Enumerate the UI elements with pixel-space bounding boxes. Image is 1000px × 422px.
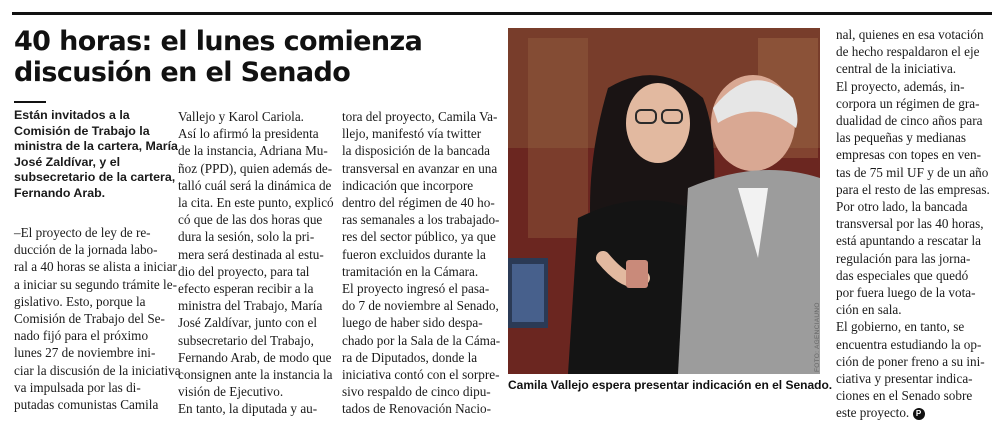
body-line: dio del proyecto, para tal <box>178 263 310 279</box>
body-line: Así lo afirmó la presidenta <box>178 126 319 142</box>
headline-line: 40 horas: el lunes comienza <box>14 26 423 57</box>
body-line: tora del proyecto, Camila Va- <box>342 109 498 124</box>
headline-line: discusión en el Senado <box>14 57 351 88</box>
body-line: ministra del Trabajo, María <box>178 298 323 314</box>
body-column-1 <box>14 224 181 413</box>
body-line: Fernando Arab, de modo que <box>178 349 332 365</box>
body-line-last <box>836 404 988 421</box>
body-line: có que de las dos horas que <box>178 212 323 228</box>
body-line: das especiales que quedó <box>836 267 969 283</box>
body-line: chado por la Sala de la Cáma- <box>342 332 501 348</box>
body-line: para el resto de las empresas. <box>836 181 990 197</box>
body-line: ral a 40 horas se alista a iniciar <box>14 259 177 275</box>
end-mark-icon: P <box>913 408 925 420</box>
body-line: corpora un régimen de gra- <box>836 95 980 111</box>
body-line: central de la iniciativa. <box>836 61 957 77</box>
body-line: visión de Ejecutivo. <box>178 384 284 400</box>
body-line: El proyecto ingresó el pasa- <box>342 281 490 297</box>
body-line: de hecho respaldaron el eje <box>836 44 980 60</box>
body-line: ducción de la jornada labo- <box>14 242 158 258</box>
body-line: ñoz (PPD), quien además de- <box>178 160 333 176</box>
body-line: ras semanales a los trabajado- <box>342 212 500 228</box>
body-line: la disposición de la bancada <box>342 143 490 159</box>
body-line: tas de 75 mil UF y de un año <box>836 164 989 180</box>
body-line: de la instancia, Adriana Mu- <box>178 143 328 159</box>
body-line: nado fijó para el próximo <box>14 328 149 344</box>
body-column-3 <box>342 108 501 418</box>
lead-rule <box>14 101 46 103</box>
body-line: res del sector público, ya que <box>342 229 496 245</box>
body-line: está apuntando a rescatar la <box>836 233 981 249</box>
body-line: luego de haber sido despa- <box>342 315 483 331</box>
body-line: empresas con topes en ven- <box>836 147 982 163</box>
body-line: consignen ante la instancia la <box>178 367 333 383</box>
body-line: dentro del régimen de 40 ho- <box>342 195 495 211</box>
body-line: llejo, manifestó vía twitter <box>342 126 482 142</box>
body-line: regulación para las jorna- <box>836 250 971 266</box>
body-line: gislativo. Esto, porque la <box>14 293 146 309</box>
top-rule <box>12 12 992 15</box>
body-line: tados de Renovación Nacio- <box>342 401 492 417</box>
body-line: ciativa y presentar indica- <box>836 371 973 387</box>
body-line: las pequeñas y medianas <box>836 130 967 146</box>
body-line: transversal por las 40 horas, <box>836 216 984 232</box>
body-line: tramitación en la Cámara. <box>342 263 479 279</box>
body-line: transversal en avanzar en una <box>342 160 498 176</box>
body-line: fueron excluidos durante la <box>342 246 486 262</box>
body-line: subsecretario del Trabajo, <box>178 332 314 348</box>
photo-caption: Camila Vallejo espera presentar indicación en el Senado. <box>508 378 833 392</box>
body-line: En tanto, la diputada y au- <box>178 401 318 417</box>
body-line: mera será destinada al estu- <box>178 246 324 262</box>
body-line: –El proyecto de ley de re- <box>14 225 151 240</box>
body-line: encuentra estudiando la op- <box>836 336 982 352</box>
body-line: Vallejo y Karol Cariola. <box>178 109 304 124</box>
body-line: sivo respaldo de cinco dipu- <box>342 384 491 400</box>
body-line: Comisión de Trabajo del Se- <box>14 311 165 327</box>
lead-line: Comisión de Trabajo la <box>14 123 150 138</box>
body-line: iniciativa contó con el sorpre- <box>342 367 500 383</box>
photo-illustration <box>508 28 820 374</box>
body-line: nal, quienes en esa votación <box>836 27 984 42</box>
body-line: Por otro lado, la bancada <box>836 199 968 215</box>
body-line: ciar la discusión de la iniciativa <box>14 362 181 378</box>
body-line: efecto esperan recibir a la <box>178 281 314 297</box>
article-photo <box>508 28 820 374</box>
body-line: ción en sala. <box>836 302 902 318</box>
body-line: talló cuál será la dinámica de <box>178 177 332 193</box>
body-line: indicación que incorpore <box>342 177 474 193</box>
lead-line: subsecretario de la cartera, <box>14 170 176 185</box>
body-line: va impulsada por las di- <box>14 379 141 395</box>
lead-line: José Zaldívar, y el <box>14 154 121 169</box>
body-line: ciones en el Senado sobre <box>836 388 973 404</box>
body-line: El gobierno, en tanto, se <box>836 319 965 335</box>
body-line: El proyecto, además, in- <box>836 78 965 94</box>
body-line: por fuera luego de la vota- <box>836 285 976 301</box>
lead-line: ministra de la cartera, María <box>14 139 178 154</box>
body-column-2 <box>178 108 334 418</box>
body-line: dualidad de cinco años para <box>836 113 983 129</box>
body-line: dura la sesión, solo la pri- <box>178 229 315 245</box>
body-line: este proyecto. <box>836 405 910 421</box>
body-line: ra de Diputados, donde la <box>342 349 478 365</box>
body-line: José Zaldívar, junto con el <box>178 315 318 331</box>
lead-paragraph <box>14 108 178 202</box>
body-line: do 7 de noviembre al Senado, <box>342 298 499 314</box>
body-line: la cita. En este punto, explicó <box>178 195 334 211</box>
photo-credit: FOTO: AGENCIAUNO <box>814 302 821 372</box>
body-column-4 <box>836 26 988 422</box>
body-line: ción de poner freno a su ini- <box>836 353 985 369</box>
lead-line: Están invitados a la <box>14 108 130 122</box>
headline <box>14 26 494 88</box>
body-line: a iniciar su segundo trámite le- <box>14 276 177 292</box>
body-line: putadas comunistas Camila <box>14 397 159 413</box>
body-line: lunes 27 de noviembre ini- <box>14 345 156 361</box>
lead-line: Fernando Arab. <box>14 185 106 200</box>
